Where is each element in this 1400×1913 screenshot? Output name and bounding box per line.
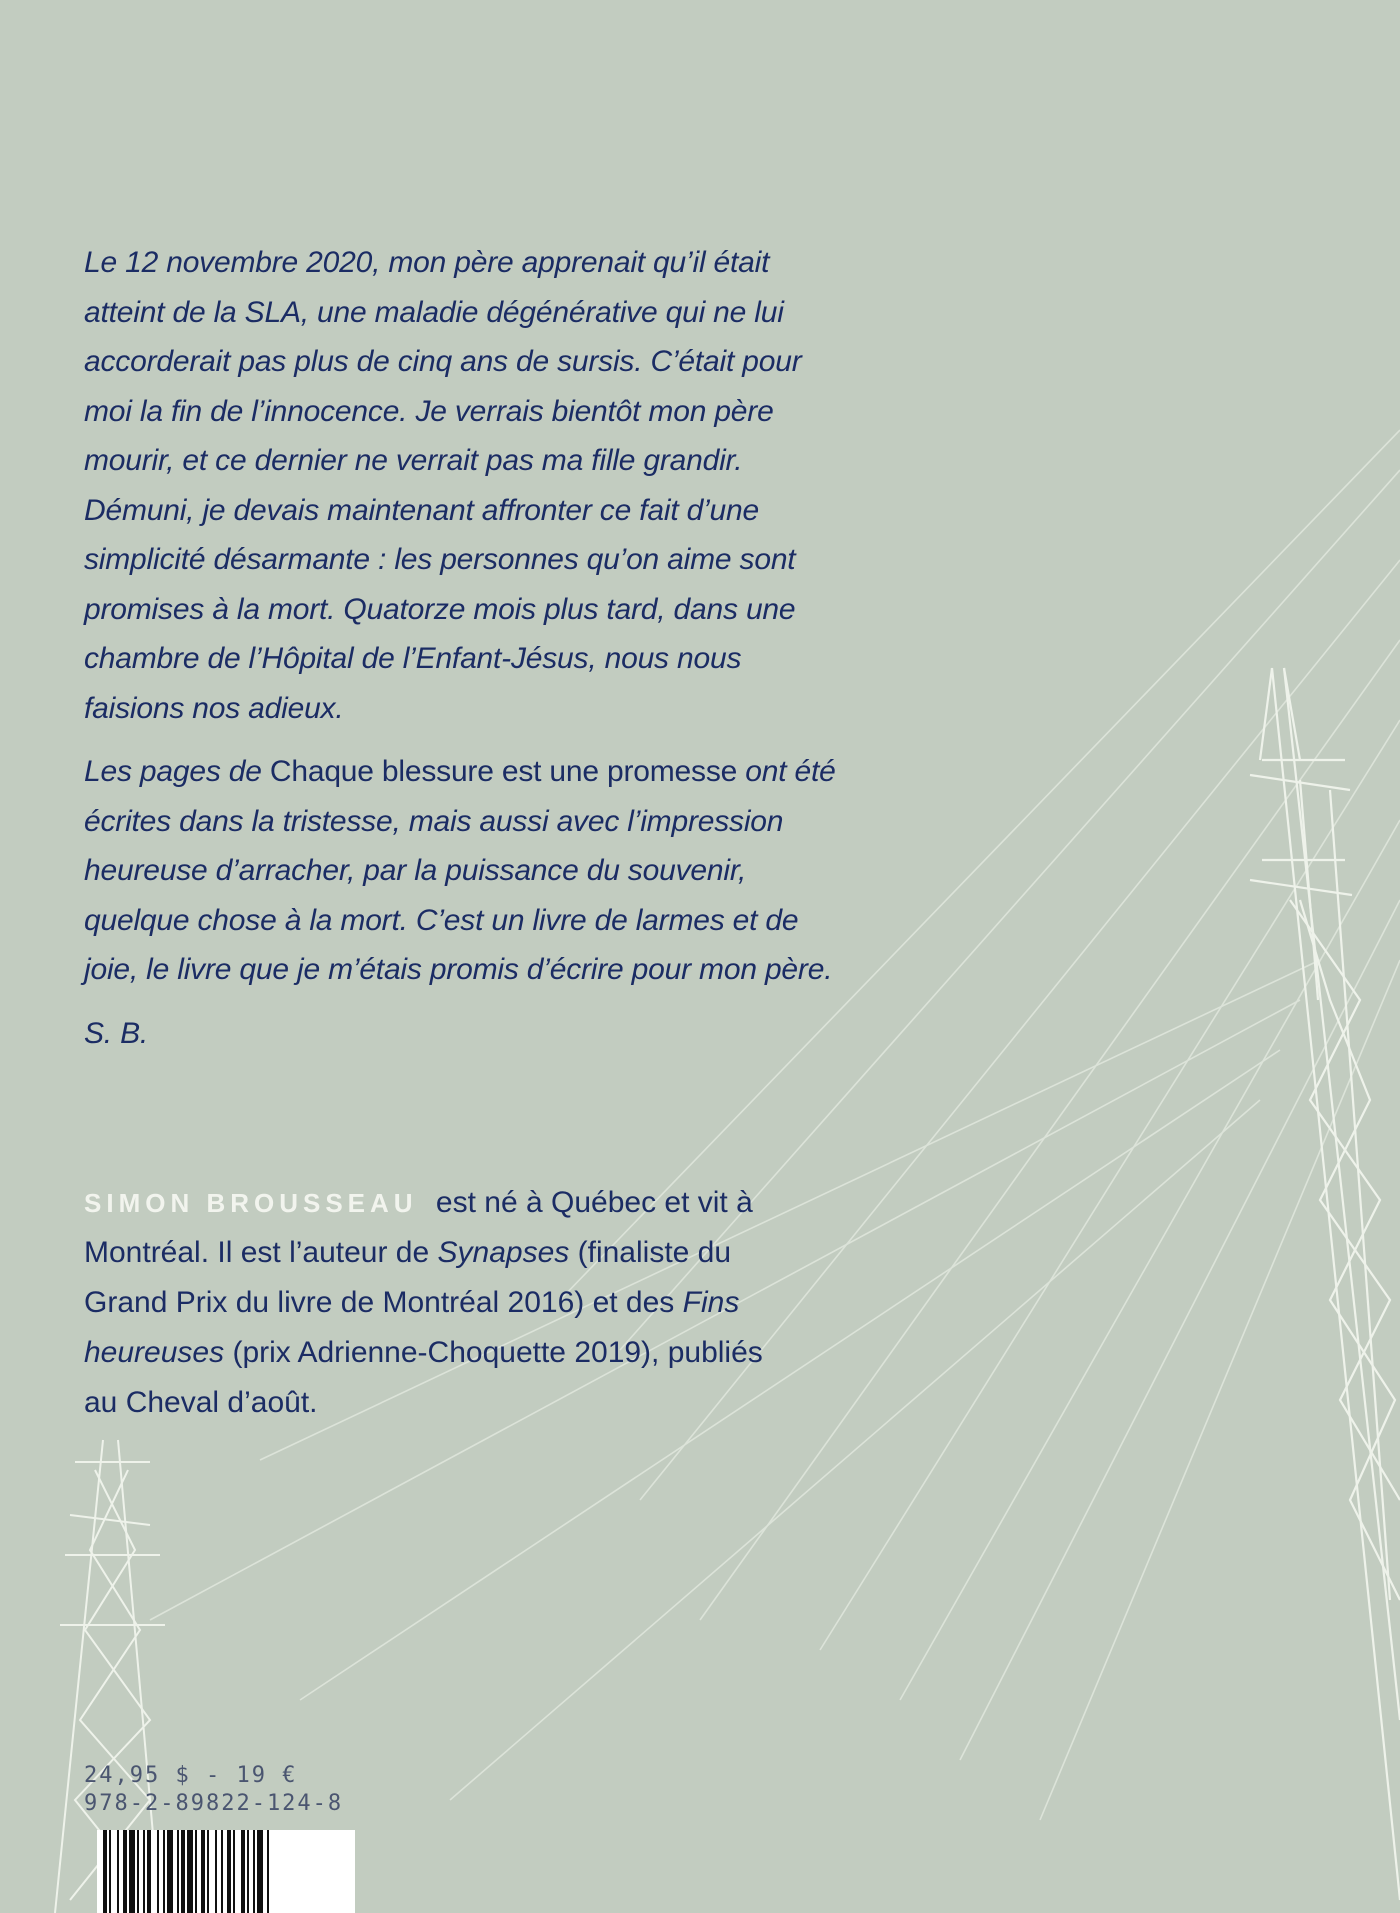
barcode-bar bbox=[167, 1830, 173, 1913]
barcode-bar bbox=[137, 1830, 139, 1913]
barcode-bar bbox=[103, 1830, 107, 1913]
blurb-paragraph-2-prefix: Les pages de bbox=[84, 755, 262, 788]
bio-text-3: (prix Adrienne-Choquette 2019), publiés au Cheval d’août. bbox=[84, 1336, 763, 1419]
barcode-bar bbox=[143, 1830, 145, 1913]
barcode-bar bbox=[187, 1830, 193, 1913]
blurb-paragraph-2-rest: ont été écrites dans la tristesse, mais aussi avec l’impression heureuse d’arracher, par la puissance du souvenir, quelque chose à la mort. C’est un livre de larmes et de joie, le livre que je m’étais promis d’écrire pour mon père. bbox=[84, 755, 836, 986]
barcode-bar bbox=[157, 1830, 159, 1913]
barcode-bar bbox=[109, 1830, 111, 1913]
barcode-bar bbox=[227, 1830, 231, 1913]
barcode bbox=[97, 1830, 355, 1913]
barcode-bar bbox=[207, 1830, 209, 1913]
bio-work-2: Fins heureuses bbox=[84, 1286, 740, 1369]
bio-text-2: (finaliste du Grand Prix du livre de Montréal 2016) et des bbox=[84, 1236, 732, 1319]
right-pylon-illustration bbox=[1250, 668, 1400, 1900]
back-cover-blurb bbox=[84, 238, 844, 1072]
blurb-paragraph-1: Le 12 novembre 2020, mon père apprenait qu’il était atteint de la SLA, une maladie dégénérative qui ne lui accorderait pas plus de cinq ans de sursis. C’était pour moi la fin de l’innocence. Je verrais bientôt mon père mourir, et ce dernier ne verrait pas ma fille grandir. Démuni, je devais maintenant affronter ce fait d’une simplicité désarmante : les personnes qu’on aime sont promises à la mort. Quatorze mois plus tard, dans une chambre de l’Hôpital de l’Enfant-Jésus, nous nous faisions nos adieux. bbox=[84, 246, 802, 725]
blurb-paragraph-2 bbox=[84, 747, 844, 995]
barcode-bar bbox=[215, 1830, 217, 1913]
price-line: 24,95 $ - 19 € bbox=[84, 1763, 298, 1788]
barcode-bar bbox=[123, 1830, 127, 1913]
barcode-bar bbox=[201, 1830, 205, 1913]
price-block bbox=[84, 1762, 343, 1818]
barcode-bar bbox=[257, 1830, 263, 1913]
signature: S. B. bbox=[84, 1016, 149, 1050]
barcode-bar bbox=[253, 1830, 255, 1913]
barcode-bar bbox=[177, 1830, 179, 1913]
barcode-bar bbox=[117, 1830, 119, 1913]
author-bio bbox=[84, 1178, 804, 1428]
barcode-bar bbox=[147, 1830, 151, 1913]
barcode-bar bbox=[163, 1830, 165, 1913]
barcode-bars bbox=[97, 1830, 355, 1913]
barcode-bar bbox=[129, 1830, 135, 1913]
barcode-bar bbox=[181, 1830, 185, 1913]
book-title: Chaque blessure est une promesse bbox=[269, 755, 738, 788]
isbn-line: 978-2-89822-124-8 bbox=[84, 1791, 344, 1816]
bio-work-1: Synapses bbox=[437, 1236, 570, 1269]
bio-text-1: est né à Québec et vit à Montréal. Il est l’auteur de bbox=[84, 1186, 753, 1269]
barcode-bar bbox=[195, 1830, 197, 1913]
barcode-bar bbox=[233, 1830, 235, 1913]
barcode-bar bbox=[267, 1830, 269, 1913]
barcode-bar bbox=[241, 1830, 245, 1913]
author-name: SIMON BROUSSEAU bbox=[84, 1188, 418, 1218]
barcode-bar bbox=[247, 1830, 249, 1913]
barcode-bar bbox=[221, 1830, 223, 1913]
